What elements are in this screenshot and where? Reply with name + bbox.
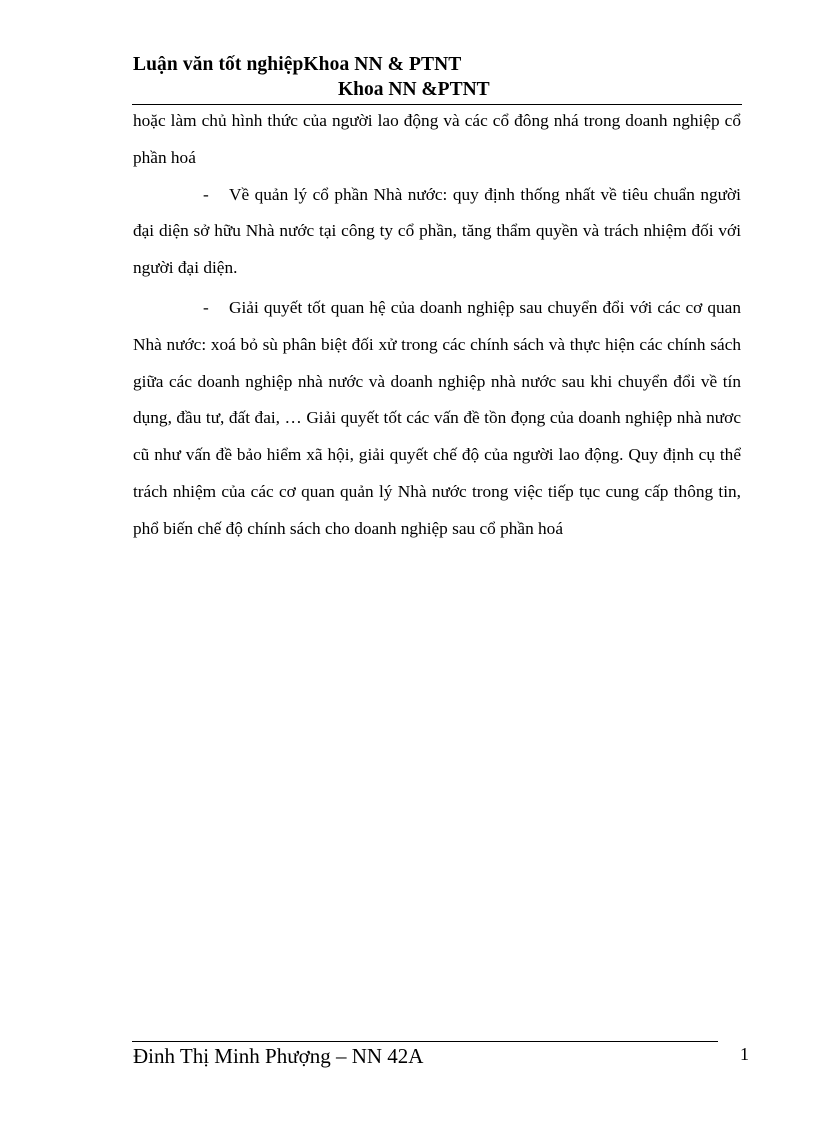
footer-divider <box>132 1041 718 1042</box>
list-item-text: Giải quyết tốt quan hệ của doanh nghiệp sau chuyển đổi với các cơ quan Nhà nước: xoá bỏ sù phân biệt đối xử trong các chính sách và thực hiện các chính sách giữa các doanh nghiệp nhà nước và doanh nghiệp nhà nước sau khi chuyển đổi về tín dụng, đầu tư, đất đai, … Giải quyết tốt các vấn đề tồn đọng của doanh nghiệp nhà nươc cũ như vấn đề bảo hiểm xã hội, giải quyết chế độ của người lao động. Quy định cụ thể trách nhiệm của các cơ quan quản lý Nhà nước trong việc tiếp tục cung cấp thông tin, phổ biến chế độ chính sách cho doanh nghiệp sau cổ phần hoá <box>133 297 741 538</box>
list-item <box>133 290 741 548</box>
paragraph-continued: hoặc làm chủ hình thức của người lao động và các cổ đông nhá trong doanh nghiệp cổ phần hoá <box>133 111 741 167</box>
list-item <box>133 177 741 287</box>
bullet-dash: - <box>203 297 209 317</box>
list-item-text: Về quản lý cổ phần Nhà nước: quy định thống nhất về tiêu chuẩn người đại diện sở hữu Nhà nước tại công ty cổ phần, tăng thẩm quyền và trách nhiệm đối với người đại diện. <box>133 184 741 278</box>
footer-author: Đinh Thị Minh Phượng – NN 42A <box>133 1044 424 1068</box>
header-title: Luận văn tốt nghiệpKhoa NN & PTNT <box>133 54 462 75</box>
page-number: 1 <box>740 1044 749 1064</box>
header-subtitle: Khoa NN &PTNT <box>338 79 490 100</box>
bullet-dash: - <box>203 184 209 204</box>
body-content <box>133 103 741 548</box>
